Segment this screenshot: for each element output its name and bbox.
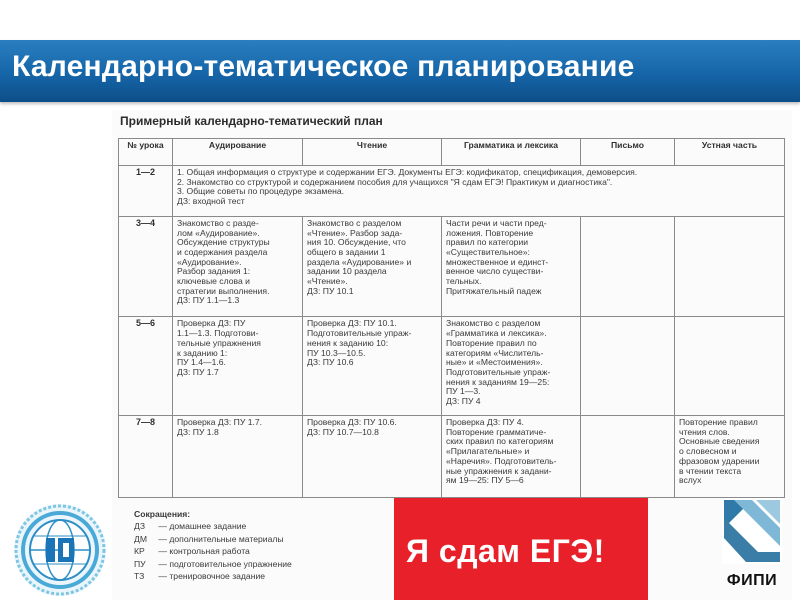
- cell-line: ния 10. Обсуждение, что: [307, 237, 406, 248]
- cell-line: «Наречия». Подготовитель-: [446, 455, 557, 466]
- abbreviation-key: ДМ: [134, 533, 147, 544]
- lesson-number: 1—2: [119, 166, 173, 217]
- cell-line: чтения слов.: [679, 426, 730, 437]
- plan-table: [118, 138, 785, 498]
- general-line: 1. Общая информация о структуре и содержании ЕГЭ. Документы ЕГЭ: кодификатор, спецификация, демоверсия.: [177, 167, 638, 177]
- cell-line: в чтении текста: [679, 465, 742, 476]
- cell-line: «Существительное»:: [446, 246, 530, 257]
- table-row: [119, 166, 785, 217]
- abbreviation-key: КР: [134, 546, 145, 557]
- abbreviation-item: [134, 570, 434, 582]
- cell-line: ских правил по категориям: [446, 436, 554, 447]
- cell-line: «Чтение».: [307, 276, 348, 287]
- cell-line: ПУ 10.3—10.5.: [307, 347, 366, 358]
- abbreviation-item: [134, 533, 434, 545]
- abbreviation-text: — дополнительные материалы: [158, 533, 284, 544]
- speaking-cell: [675, 317, 785, 416]
- cell-line: Знакомство с разде-: [177, 217, 259, 228]
- cell-line: нения к заданию 10:: [307, 337, 389, 348]
- general-line: 2. Знакомство со структурой и содержанием пособия для учащихся "Я сдам ЕГЭ! Практикум и диагностика".: [177, 176, 613, 187]
- abbreviation-item: [134, 558, 434, 570]
- cell-line: ПУ 1.4—1.6.: [177, 357, 226, 368]
- cell-line: правил по категории: [446, 237, 529, 248]
- cell-line: и содержания раздела: [177, 246, 268, 257]
- cell-line: «Чтение». Разбор зада-: [307, 227, 403, 238]
- abbreviations-title: Сокращения:: [134, 509, 191, 519]
- cell-line: «Грамматика и лексика».: [446, 328, 547, 339]
- cell-line: множественное и единст-: [446, 256, 549, 267]
- abbreviation-text: — тренировочное задание: [158, 571, 266, 582]
- column-header-listening: Аудирование: [173, 139, 303, 166]
- writing-cell: [581, 416, 675, 498]
- table-row: [119, 317, 785, 416]
- cell-line: Подготовительные упраж-: [307, 328, 412, 339]
- slide-title: Календарно-тематическое планирование: [12, 50, 635, 83]
- writing-cell: [581, 216, 675, 317]
- abbreviation-item: [134, 545, 434, 557]
- cell-line: ДЗ: ПУ 1.8: [177, 426, 219, 437]
- cell-line: тельные упражнения: [177, 337, 261, 348]
- fipi-emblem-icon: [712, 494, 792, 572]
- fipi-logo: [712, 494, 792, 600]
- cell-line: ПУ 1—3.: [446, 386, 481, 397]
- cell-line: тельных.: [446, 276, 482, 287]
- general-info-cell: [173, 166, 785, 217]
- cell-line: Разбор задания 1:: [177, 266, 251, 277]
- cell-line: лом «Аудирование».: [177, 227, 260, 238]
- cell-line: задании 10 раздела: [307, 266, 387, 277]
- speaking-cell: [675, 416, 785, 498]
- cell-line: венное число существи-: [446, 266, 544, 277]
- lesson-number: 3—4: [119, 216, 173, 317]
- listening-cell: [173, 216, 303, 317]
- cell-line: категориям «Числитель-: [446, 347, 544, 358]
- grammar-cell: [442, 416, 581, 498]
- slide-title-bar: [0, 40, 800, 102]
- cell-line: Проверка ДЗ: ПУ 1.7.: [177, 417, 263, 428]
- cell-line: ложения. Повторение: [446, 227, 534, 238]
- cell-line: ДЗ: ПУ 10.6: [307, 357, 354, 368]
- abbreviation-text: — контрольная работа: [158, 546, 250, 557]
- writing-cell: [581, 317, 675, 416]
- cell-line: ДЗ: ПУ 10.1: [307, 285, 354, 296]
- cell-line: Повторение грамматиче-: [446, 426, 547, 437]
- column-header-grammar: Грамматика и лексика: [442, 139, 581, 166]
- column-header-lesson: № урока: [119, 139, 173, 166]
- ege-banner-logo: [394, 498, 648, 600]
- abbreviation-item: [134, 520, 434, 532]
- cell-line: ДЗ: ПУ 10.7—10.8: [307, 426, 379, 437]
- column-header-speaking: Устная часть: [675, 139, 785, 166]
- lesson-number: 5—6: [119, 317, 173, 416]
- grammar-cell: [442, 216, 581, 317]
- cell-line: Повторение правил по: [446, 337, 537, 348]
- cell-line: ключевые слова и: [177, 276, 250, 287]
- cell-line: ные» и «Местоимения».: [446, 357, 543, 368]
- fipi-label: ФИПИ: [726, 572, 778, 589]
- grammar-cell: [442, 317, 581, 416]
- cell-line: Притяжательный падеж: [446, 285, 542, 296]
- cell-line: Части речи и части пред-: [446, 217, 547, 228]
- cell-line: нения к заданиям 19—25:: [446, 376, 550, 387]
- plan-heading: Примерный календарно-тематический план: [120, 114, 383, 128]
- cell-line: Повторение правил: [679, 417, 758, 428]
- reading-cell: [303, 216, 442, 317]
- lesson-number: 7—8: [119, 416, 173, 498]
- cell-line: фразовом ударении: [679, 455, 760, 466]
- cell-line: ям 19—25: ПУ 5—6: [446, 475, 524, 486]
- abbreviation-key: ДЗ: [134, 521, 146, 532]
- abbreviation-text: — подготовительное упражнение: [158, 558, 292, 569]
- cell-line: раздела «Аудирование» и: [307, 256, 412, 267]
- speaking-cell: [675, 216, 785, 317]
- cell-line: Проверка ДЗ: ПУ 10.1.: [307, 318, 397, 329]
- cell-line: ные упражнения к задани-: [446, 465, 552, 476]
- globe-emblem-icon: [10, 500, 110, 600]
- cell-line: Знакомство с разделом: [446, 318, 541, 329]
- abbreviation-key: ТЗ: [134, 571, 145, 582]
- cell-line: вслух: [679, 475, 702, 486]
- listening-cell: [173, 416, 303, 498]
- reading-cell: [303, 317, 442, 416]
- cell-line: ДЗ: ПУ 1.1—1.3: [177, 295, 240, 306]
- cell-line: общего в задании 1: [307, 246, 386, 257]
- cell-line: Подготовительные упраж-: [446, 366, 551, 377]
- column-header-reading: Чтение: [303, 139, 442, 166]
- cell-line: ДЗ: ПУ 1.7: [177, 366, 219, 377]
- cell-line: к заданию 1:: [177, 347, 228, 358]
- cell-line: ДЗ: ПУ 4: [446, 396, 481, 407]
- general-line: 3. Общие советы по процедуре экзамена.: [177, 186, 345, 197]
- general-line: ДЗ: входной тест: [177, 196, 245, 207]
- cell-line: стратегии выполнения.: [177, 285, 270, 296]
- cell-line: о словесном и: [679, 446, 737, 457]
- abbreviation-text: — домашнее задание: [158, 521, 247, 532]
- table-row: [119, 216, 785, 317]
- abbreviation-key: ПУ: [134, 558, 146, 569]
- cell-line: 1.1—1.3. Подготови-: [177, 328, 259, 339]
- reading-cell: [303, 416, 442, 498]
- column-header-writing: Письмо: [581, 139, 675, 166]
- cell-line: Проверка ДЗ: ПУ: [177, 318, 246, 329]
- table-header-row: [119, 139, 785, 166]
- listening-cell: [173, 317, 303, 416]
- cell-line: «Аудирование».: [177, 256, 242, 267]
- cell-line: Обсуждение структуры: [177, 237, 270, 248]
- abbreviations-legend: [134, 508, 434, 582]
- cell-line: Проверка ДЗ: ПУ 4.: [446, 417, 524, 428]
- cell-line: Основные сведения: [679, 436, 760, 447]
- cell-line: Знакомство с разделом: [307, 217, 402, 228]
- cell-line: Проверка ДЗ: ПУ 10.6.: [307, 417, 397, 428]
- cell-line: «Прилагательные» и: [446, 446, 530, 457]
- ege-banner-text: Я сдам ЕГЭ!: [406, 533, 605, 569]
- table-row: [119, 416, 785, 498]
